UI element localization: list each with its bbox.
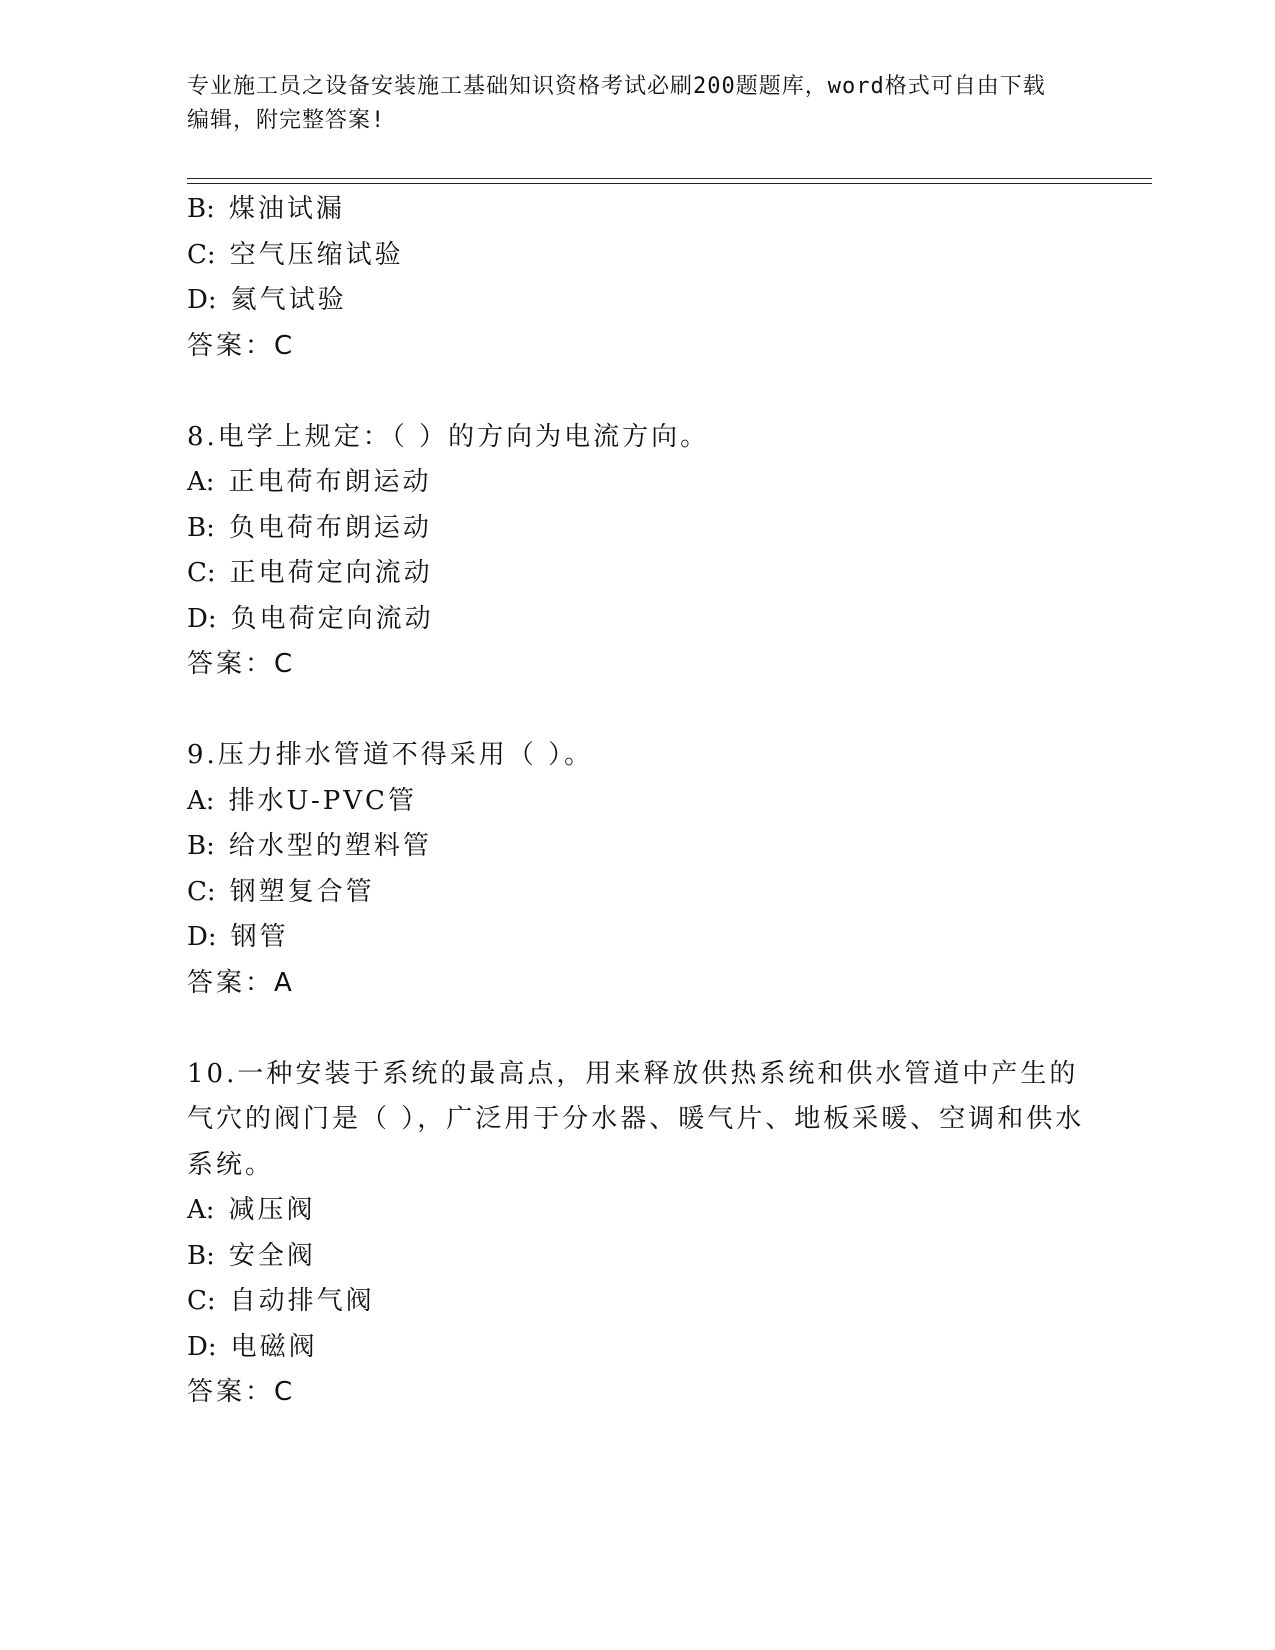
option <box>187 824 1087 870</box>
option-text: 空气压缩试验 <box>229 239 404 270</box>
question-stem: 9.压力排水管道不得采用（ ）。 <box>187 740 594 770</box>
option <box>187 460 1087 506</box>
question-stem: 10.一种安装于系统的最高点，用来释放供热系统和供水管道中产生的气穴的阀门是（ ），广泛用于分水器、暖气片、地板采暖、空调和供水系统。 <box>187 1058 1085 1180</box>
spacer <box>187 688 1087 734</box>
option <box>187 870 1087 916</box>
option-text: 正电荷布朗运动 <box>228 467 432 497</box>
option-letter: C: <box>187 876 216 907</box>
option <box>187 1279 1087 1325</box>
option-letter: D: <box>187 603 217 634</box>
question-10 <box>187 1052 1087 1416</box>
option-letter: D: <box>187 1331 217 1362</box>
option-text: 负电荷布朗运动 <box>228 512 432 543</box>
option-text: 氦气试验 <box>230 285 347 315</box>
option-letter: B: <box>187 1240 215 1271</box>
option-letter: B: <box>187 831 215 861</box>
option-letter: B: <box>187 194 215 224</box>
answer-line: 答案：C <box>187 330 296 361</box>
answer-line: 答案：C <box>187 649 296 679</box>
option-letter: A: <box>187 1195 215 1225</box>
option-text: 给水型的塑料管 <box>228 831 432 861</box>
option <box>187 779 1087 825</box>
option-letter: D: <box>187 285 217 315</box>
question-9 <box>187 733 1087 1006</box>
option <box>187 1234 1087 1280</box>
option-letter: A: <box>187 467 215 497</box>
answer-line: 答案：C <box>187 1377 296 1407</box>
option-text: 安全阀 <box>228 1240 316 1271</box>
option <box>187 551 1087 597</box>
question-list <box>187 187 1087 1416</box>
option <box>187 506 1087 552</box>
question-stem: 8.电学上规定：（ ）的方向为电流方向。 <box>187 421 710 452</box>
question-8 <box>187 415 1087 688</box>
option-letter: A: <box>187 785 215 816</box>
option-text: 煤油试漏 <box>228 194 345 224</box>
option-letter: C: <box>187 239 216 270</box>
option <box>187 915 1087 961</box>
document-header <box>187 70 1067 138</box>
option-letter: C: <box>187 558 216 588</box>
question-7-continued <box>187 187 1087 369</box>
option-text: 正电荷定向流动 <box>229 558 433 588</box>
option-text: 自动排气阀 <box>229 1286 375 1316</box>
spacer <box>187 1006 1087 1052</box>
answer-line: 答案：A <box>187 967 295 998</box>
option-text: 钢塑复合管 <box>229 876 375 907</box>
spacer <box>187 369 1087 415</box>
option-text: 减压阀 <box>228 1195 316 1225</box>
header-title: 专业施工员之设备安装施工基础知识资格考试必刷200题题库，word格式可自由下载编辑，附完整答案! <box>187 74 1046 133</box>
option <box>187 233 1087 279</box>
option-letter: C: <box>187 1286 216 1316</box>
option <box>187 1325 1087 1371</box>
option <box>187 1188 1087 1234</box>
header-divider-top <box>187 178 1152 179</box>
option-letter: D: <box>187 922 217 952</box>
option-text: 负电荷定向流动 <box>230 603 434 634</box>
option <box>187 187 1087 233</box>
header-divider-bottom <box>187 183 1152 184</box>
option-text: 排水U-PVC管 <box>228 785 417 816</box>
option <box>187 278 1087 324</box>
option-text: 电磁阀 <box>230 1331 318 1362</box>
option-letter: B: <box>187 512 215 543</box>
option <box>187 597 1087 643</box>
option-text: 钢管 <box>230 922 289 952</box>
